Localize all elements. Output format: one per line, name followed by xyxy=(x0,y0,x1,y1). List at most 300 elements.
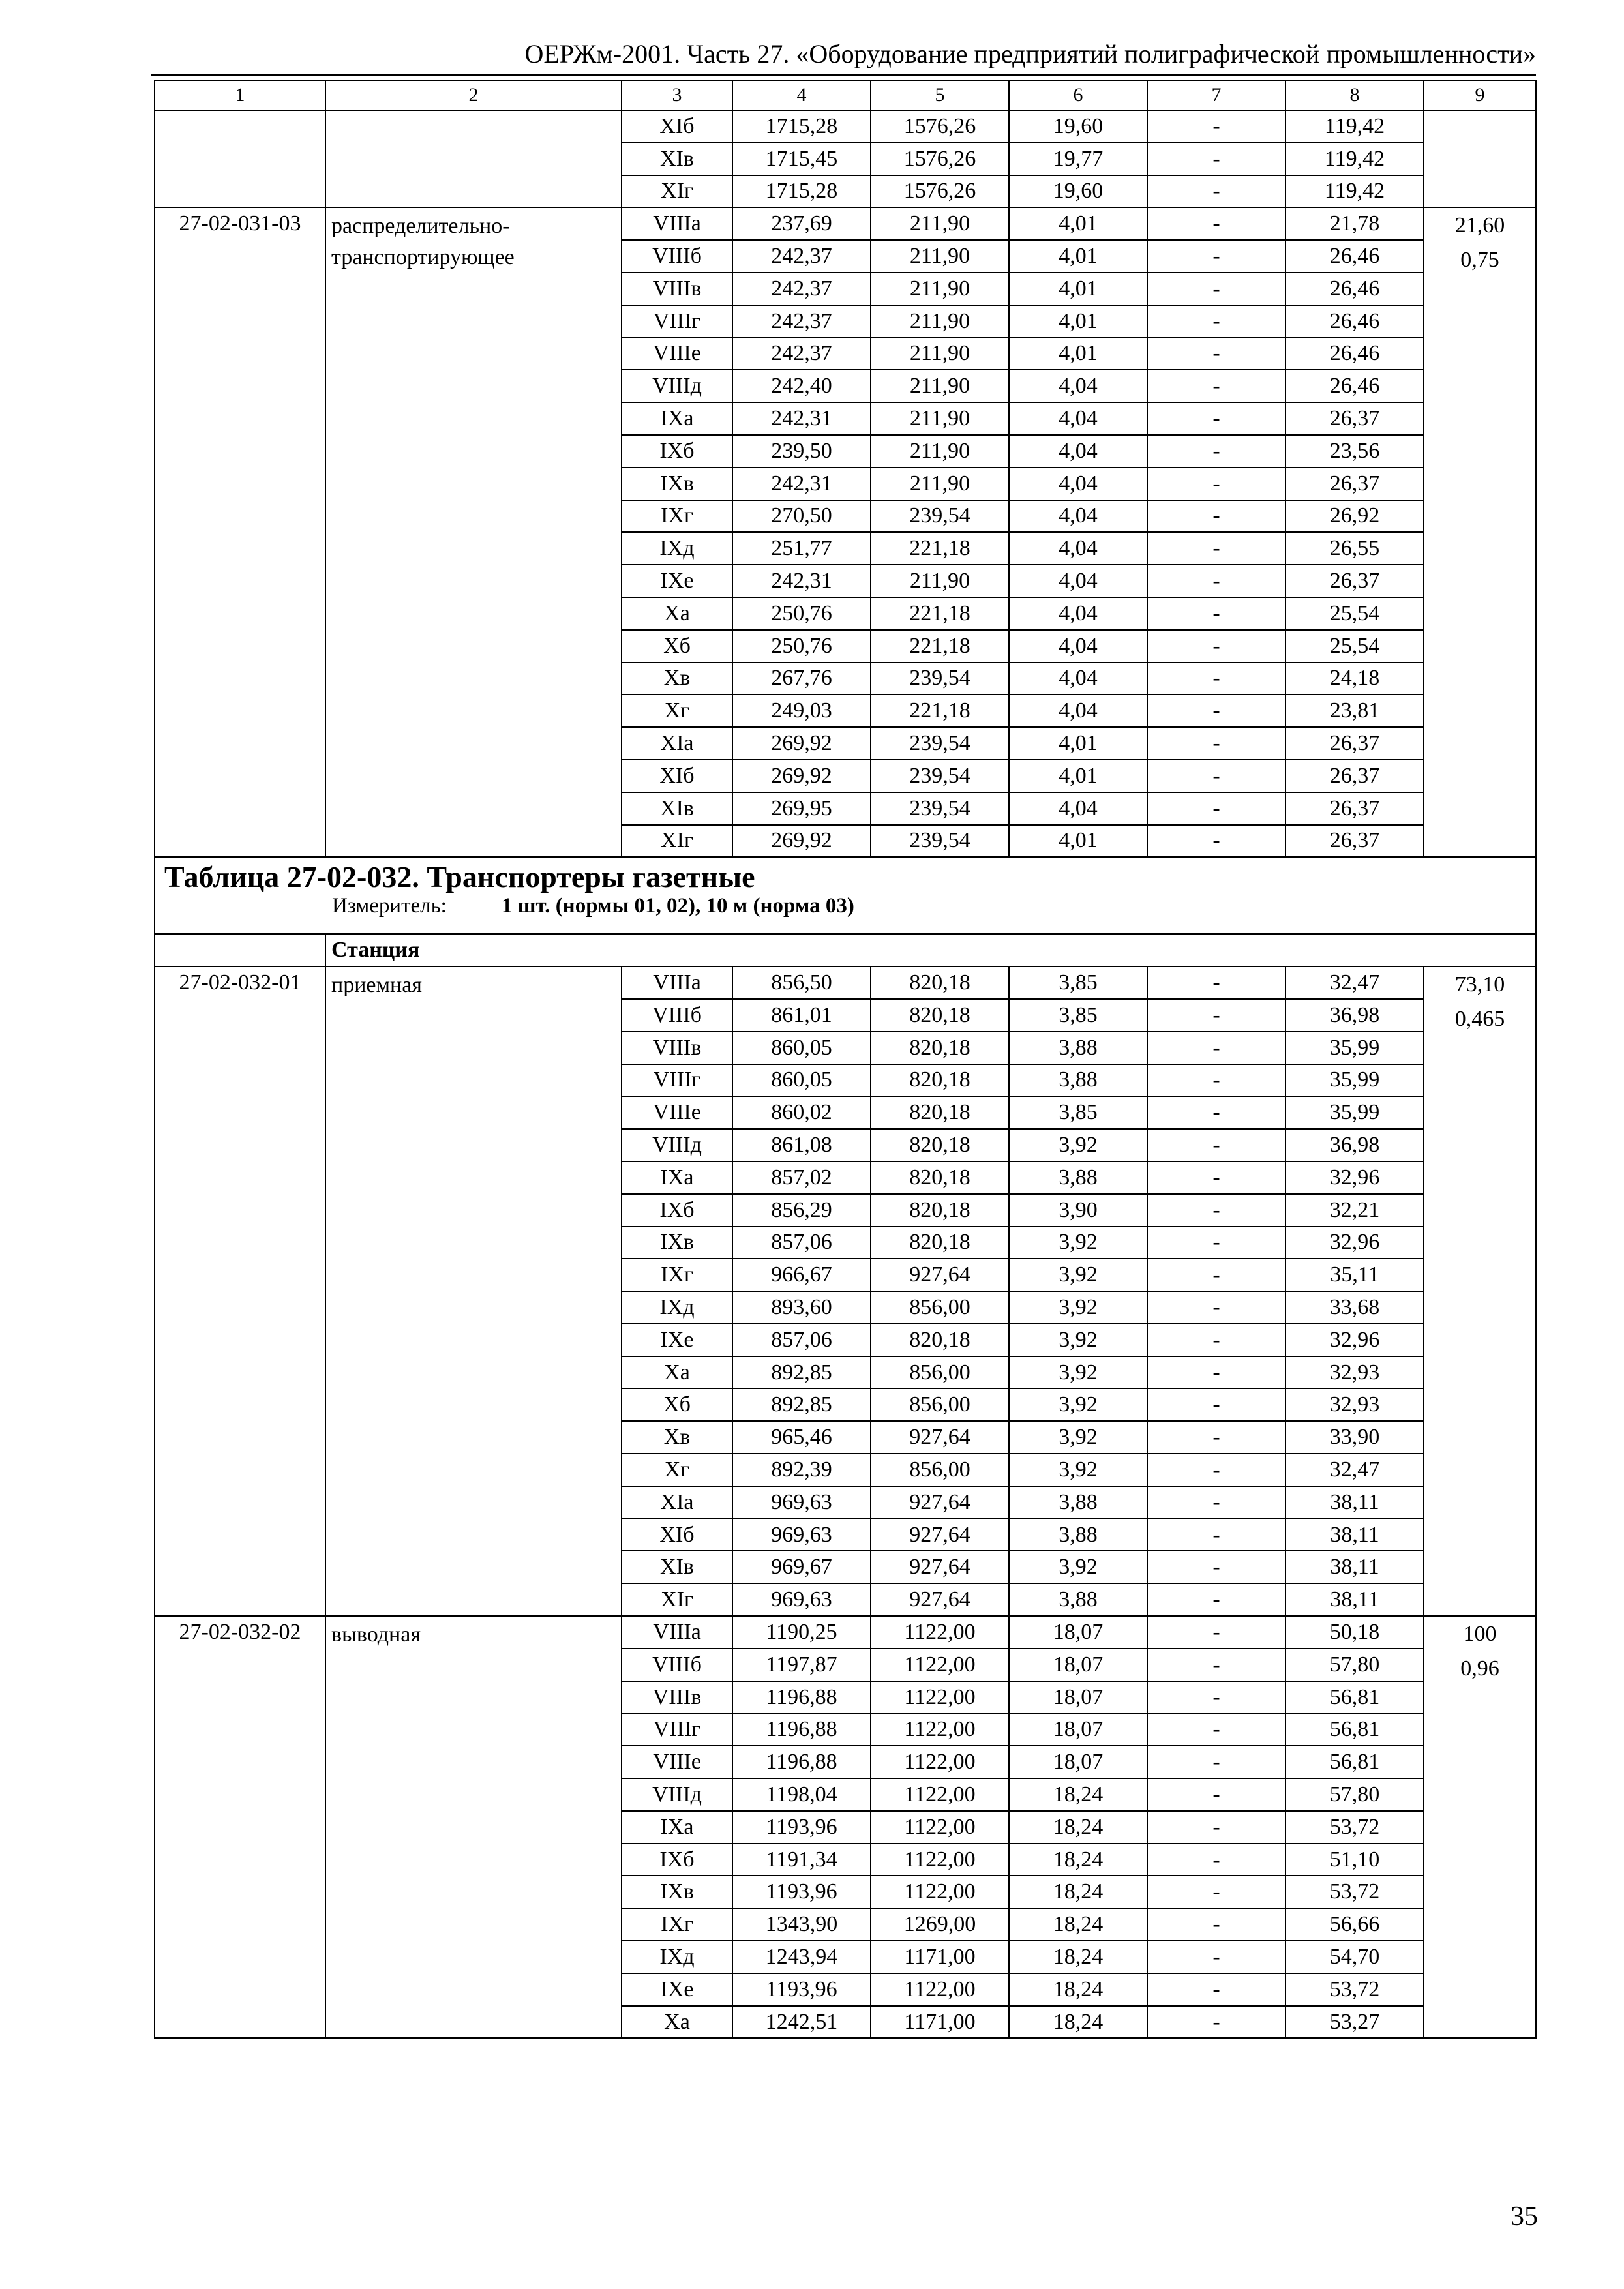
value-cell: VIIIа xyxy=(622,966,732,999)
value-cell: - xyxy=(1147,966,1286,999)
value-cell: - xyxy=(1147,760,1286,792)
value-cell: 860,05 xyxy=(732,1064,871,1097)
value-cell: IXд xyxy=(622,1291,732,1324)
value-cell: - xyxy=(1147,1454,1286,1486)
value-cell: 18,24 xyxy=(1009,2006,1147,2039)
value-cell: 861,01 xyxy=(732,999,871,1032)
value-cell: 18,07 xyxy=(1009,1713,1147,1746)
table-row xyxy=(155,110,1536,143)
value-cell: - xyxy=(1147,175,1286,208)
value-cell: 35,99 xyxy=(1286,1032,1424,1064)
value-cell: 3,85 xyxy=(1009,999,1147,1032)
value-cell: 26,46 xyxy=(1286,338,1424,370)
value-cell: - xyxy=(1147,370,1286,402)
value-cell: 860,02 xyxy=(732,1096,871,1129)
value-cell: 57,80 xyxy=(1286,1778,1424,1811)
value-cell: 211,90 xyxy=(871,402,1009,435)
value-cell: 3,90 xyxy=(1009,1194,1147,1227)
value-cell: - xyxy=(1147,1194,1286,1227)
value-cell: 221,18 xyxy=(871,532,1009,565)
value-cell: 3,85 xyxy=(1009,966,1147,999)
value-cell: IXе xyxy=(622,565,732,597)
value-cell: VIIIг xyxy=(622,305,732,338)
value-cell: VIIIг xyxy=(622,1064,732,1097)
value-cell: 4,01 xyxy=(1009,273,1147,305)
value-cell: 3,92 xyxy=(1009,1227,1147,1259)
value-cell: - xyxy=(1147,532,1286,565)
value-cell: 927,64 xyxy=(871,1551,1009,1583)
station-row xyxy=(155,934,1536,966)
value-cell: 32,21 xyxy=(1286,1194,1424,1227)
value-cell: 1576,26 xyxy=(871,143,1009,175)
value-cell: - xyxy=(1147,1908,1286,1941)
column-header: 1 xyxy=(155,80,325,110)
value-cell: - xyxy=(1147,1844,1286,1876)
value-cell: 36,98 xyxy=(1286,1129,1424,1161)
value-cell: 18,07 xyxy=(1009,1616,1147,1649)
value-cell: XIа xyxy=(622,727,732,760)
station-heading: Станция xyxy=(325,934,1536,966)
value-cell: - xyxy=(1147,500,1286,533)
value-cell: 1243,94 xyxy=(732,1941,871,1973)
value-cell: 23,56 xyxy=(1286,435,1424,468)
value-cell: XIб xyxy=(622,110,732,143)
value-cell: 242,37 xyxy=(732,305,871,338)
value-cell: 18,07 xyxy=(1009,1681,1147,1714)
value-cell: 211,90 xyxy=(871,338,1009,370)
value-cell: - xyxy=(1147,1064,1286,1097)
value-cell: VIIIд xyxy=(622,370,732,402)
value-cell: 18,24 xyxy=(1009,1941,1147,1973)
value-cell: 857,06 xyxy=(732,1227,871,1259)
value-cell: 3,92 xyxy=(1009,1388,1147,1421)
value-cell: 820,18 xyxy=(871,1227,1009,1259)
value-cell: 1122,00 xyxy=(871,1844,1009,1876)
header-rule xyxy=(151,74,1536,76)
value-cell: 820,18 xyxy=(871,1032,1009,1064)
value-cell: 1193,96 xyxy=(732,1876,871,1908)
value-cell: - xyxy=(1147,1681,1286,1714)
value-cell: 927,64 xyxy=(871,1583,1009,1616)
rates-table-body xyxy=(155,80,1536,2038)
value-cell: 211,90 xyxy=(871,468,1009,500)
value-cell: 857,02 xyxy=(732,1161,871,1194)
value-cell: 4,01 xyxy=(1009,207,1147,240)
value-cell: VIIIд xyxy=(622,1778,732,1811)
value-cell: IXб xyxy=(622,1194,732,1227)
value-cell: 211,90 xyxy=(871,273,1009,305)
value-cell: 53,27 xyxy=(1286,2006,1424,2039)
value-cell: 3,88 xyxy=(1009,1032,1147,1064)
value-cell: IXе xyxy=(622,1973,732,2006)
value-cell: 4,04 xyxy=(1009,402,1147,435)
value-cell: 820,18 xyxy=(871,1064,1009,1097)
col9-cell xyxy=(1424,207,1536,857)
value-cell: 892,39 xyxy=(732,1454,871,1486)
value-cell: 38,11 xyxy=(1286,1519,1424,1551)
value-cell: VIIIб xyxy=(622,999,732,1032)
value-cell: 19,60 xyxy=(1009,175,1147,208)
value-cell: - xyxy=(1147,1324,1286,1356)
value-cell: - xyxy=(1147,1486,1286,1519)
value-cell: IXа xyxy=(622,1161,732,1194)
col9-value: 0,465 xyxy=(1454,1007,1505,1032)
value-cell: 820,18 xyxy=(871,1161,1009,1194)
value-cell: 4,04 xyxy=(1009,663,1147,695)
value-cell: 32,93 xyxy=(1286,1356,1424,1389)
code-cell: 27-02-032-02 xyxy=(155,1616,325,2038)
col9-value: 21,60 xyxy=(1454,213,1505,238)
value-cell: 53,72 xyxy=(1286,1876,1424,1908)
section-title-row xyxy=(155,857,1536,934)
value-cell: - xyxy=(1147,1291,1286,1324)
value-cell: 18,24 xyxy=(1009,1908,1147,1941)
value-cell: 242,31 xyxy=(732,402,871,435)
value-cell: - xyxy=(1147,305,1286,338)
column-header: 8 xyxy=(1286,80,1424,110)
value-cell: 856,00 xyxy=(871,1291,1009,1324)
value-cell: IXв xyxy=(622,1876,732,1908)
value-cell: IXе xyxy=(622,1324,732,1356)
value-cell: - xyxy=(1147,1583,1286,1616)
value-cell: VIIIа xyxy=(622,207,732,240)
value-cell: - xyxy=(1147,1356,1286,1389)
value-cell: 4,01 xyxy=(1009,825,1147,858)
value-cell: 3,88 xyxy=(1009,1519,1147,1551)
value-cell: 270,50 xyxy=(732,500,871,533)
value-cell: 32,47 xyxy=(1286,966,1424,999)
value-cell: 4,04 xyxy=(1009,695,1147,727)
value-cell: 51,10 xyxy=(1286,1844,1424,1876)
name-cell xyxy=(325,110,622,207)
value-cell: 18,24 xyxy=(1009,1844,1147,1876)
value-cell: 26,37 xyxy=(1286,792,1424,825)
value-cell: 1715,28 xyxy=(732,175,871,208)
value-cell: - xyxy=(1147,825,1286,858)
station-blank-cell xyxy=(155,934,325,966)
value-cell: 35,99 xyxy=(1286,1096,1424,1129)
value-cell: IXг xyxy=(622,1908,732,1941)
value-cell: - xyxy=(1147,1941,1286,1973)
value-cell: 927,64 xyxy=(871,1421,1009,1454)
column-header: 9 xyxy=(1424,80,1536,110)
value-cell: 267,76 xyxy=(732,663,871,695)
value-cell: 856,00 xyxy=(871,1454,1009,1486)
value-cell: 969,63 xyxy=(732,1486,871,1519)
value-cell: 18,24 xyxy=(1009,1876,1147,1908)
value-cell: 242,37 xyxy=(732,240,871,273)
value-cell: 969,67 xyxy=(732,1551,871,1583)
value-cell: - xyxy=(1147,597,1286,630)
value-cell: 119,42 xyxy=(1286,175,1424,208)
value-cell: 856,29 xyxy=(732,1194,871,1227)
value-cell: 239,54 xyxy=(871,727,1009,760)
value-cell: VIIIв xyxy=(622,1681,732,1714)
value-cell: 1122,00 xyxy=(871,1649,1009,1681)
value-cell: 1171,00 xyxy=(871,2006,1009,2039)
value-cell: 221,18 xyxy=(871,695,1009,727)
table-row xyxy=(155,966,1536,999)
value-cell: - xyxy=(1147,1649,1286,1681)
value-cell: VIIIв xyxy=(622,273,732,305)
col9-value: 0,96 xyxy=(1460,1656,1499,1681)
value-cell: IXв xyxy=(622,468,732,500)
value-cell: 927,64 xyxy=(871,1486,1009,1519)
value-cell: - xyxy=(1147,1096,1286,1129)
value-cell: 4,01 xyxy=(1009,240,1147,273)
value-cell: 269,95 xyxy=(732,792,871,825)
value-cell: - xyxy=(1147,1259,1286,1291)
rates-table xyxy=(154,80,1537,2039)
value-cell: 1242,51 xyxy=(732,2006,871,2039)
value-cell: Xг xyxy=(622,1454,732,1486)
value-cell: 221,18 xyxy=(871,630,1009,663)
value-cell: 4,04 xyxy=(1009,597,1147,630)
value-cell: 25,54 xyxy=(1286,597,1424,630)
value-cell: XIб xyxy=(622,760,732,792)
value-cell: - xyxy=(1147,1778,1286,1811)
value-cell: 969,63 xyxy=(732,1519,871,1551)
value-cell: 3,88 xyxy=(1009,1583,1147,1616)
col9-cell xyxy=(1424,966,1536,1616)
table-title: Таблица 27-02-032. Транспортеры газетные xyxy=(164,860,755,894)
value-cell: 1122,00 xyxy=(871,1973,1009,2006)
value-cell: 26,92 xyxy=(1286,500,1424,533)
value-cell: IXб xyxy=(622,435,732,468)
value-cell: 3,92 xyxy=(1009,1356,1147,1389)
column-header: 6 xyxy=(1009,80,1147,110)
column-header: 5 xyxy=(871,80,1009,110)
value-cell: 3,88 xyxy=(1009,1064,1147,1097)
code-cell xyxy=(155,110,325,207)
value-cell: 239,50 xyxy=(732,435,871,468)
value-cell: XIв xyxy=(622,792,732,825)
value-cell: XIг xyxy=(622,1583,732,1616)
value-cell: 119,42 xyxy=(1286,110,1424,143)
table-row xyxy=(155,1616,1536,1649)
value-cell: VIIIе xyxy=(622,1096,732,1129)
value-cell: - xyxy=(1147,1032,1286,1064)
value-cell: 26,37 xyxy=(1286,760,1424,792)
value-cell: 53,72 xyxy=(1286,1973,1424,2006)
value-cell: 892,85 xyxy=(732,1356,871,1389)
value-cell: - xyxy=(1147,630,1286,663)
value-cell: Xа xyxy=(622,597,732,630)
value-cell: - xyxy=(1147,1616,1286,1649)
value-cell: 1269,00 xyxy=(871,1908,1009,1941)
value-cell: 242,31 xyxy=(732,565,871,597)
value-cell: 3,92 xyxy=(1009,1454,1147,1486)
value-cell: 26,37 xyxy=(1286,565,1424,597)
value-cell: 1193,96 xyxy=(732,1973,871,2006)
value-cell: - xyxy=(1147,402,1286,435)
value-cell: XIг xyxy=(622,825,732,858)
value-cell: Xв xyxy=(622,1421,732,1454)
name-cell: приемная xyxy=(325,966,622,1616)
value-cell: - xyxy=(1147,1519,1286,1551)
value-cell: 242,37 xyxy=(732,273,871,305)
value-cell: 54,70 xyxy=(1286,1941,1424,1973)
value-cell: 38,11 xyxy=(1286,1486,1424,1519)
value-cell: - xyxy=(1147,1388,1286,1421)
value-cell: 242,37 xyxy=(732,338,871,370)
value-cell: 1122,00 xyxy=(871,1681,1009,1714)
value-cell: - xyxy=(1147,1713,1286,1746)
value-cell: 1576,26 xyxy=(871,110,1009,143)
value-cell: 1122,00 xyxy=(871,1713,1009,1746)
value-cell: 239,54 xyxy=(871,825,1009,858)
value-cell: IXа xyxy=(622,1811,732,1844)
value-cell: 3,88 xyxy=(1009,1486,1147,1519)
value-cell: 32,93 xyxy=(1286,1388,1424,1421)
value-cell: - xyxy=(1147,999,1286,1032)
code-cell: 27-02-031-03 xyxy=(155,207,325,857)
value-cell: 32,47 xyxy=(1286,1454,1424,1486)
value-cell: VIIIе xyxy=(622,1746,732,1778)
value-cell: 1122,00 xyxy=(871,1811,1009,1844)
value-cell: 893,60 xyxy=(732,1291,871,1324)
value-cell: 820,18 xyxy=(871,999,1009,1032)
value-cell: Xг xyxy=(622,695,732,727)
value-cell: - xyxy=(1147,1811,1286,1844)
value-cell: 4,01 xyxy=(1009,760,1147,792)
name-cell: выводная xyxy=(325,1616,622,2038)
meter-label: Измеритель: xyxy=(332,894,447,918)
col9-value: 73,10 xyxy=(1454,972,1505,997)
value-cell: 35,11 xyxy=(1286,1259,1424,1291)
value-cell: 1122,00 xyxy=(871,1778,1009,1811)
value-cell: 857,06 xyxy=(732,1324,871,1356)
value-cell: 53,72 xyxy=(1286,1811,1424,1844)
value-cell: 269,92 xyxy=(732,825,871,858)
value-cell: 892,85 xyxy=(732,1388,871,1421)
value-cell: - xyxy=(1147,727,1286,760)
value-cell: 3,92 xyxy=(1009,1324,1147,1356)
value-cell: 3,85 xyxy=(1009,1096,1147,1129)
section-title-cell xyxy=(155,857,1536,934)
value-cell: VIIIб xyxy=(622,240,732,273)
value-cell: Xб xyxy=(622,630,732,663)
value-cell: 4,04 xyxy=(1009,370,1147,402)
value-cell: 35,99 xyxy=(1286,1064,1424,1097)
value-cell: 1196,88 xyxy=(732,1681,871,1714)
value-cell: - xyxy=(1147,1227,1286,1259)
value-cell: 856,00 xyxy=(871,1356,1009,1389)
value-cell: 56,81 xyxy=(1286,1746,1424,1778)
value-cell: 239,54 xyxy=(871,663,1009,695)
value-cell: 3,92 xyxy=(1009,1291,1147,1324)
value-cell: 239,54 xyxy=(871,792,1009,825)
value-cell: 32,96 xyxy=(1286,1324,1424,1356)
value-cell: 1197,87 xyxy=(732,1649,871,1681)
value-cell: - xyxy=(1147,207,1286,240)
value-cell: 1715,45 xyxy=(732,143,871,175)
value-cell: 856,50 xyxy=(732,966,871,999)
value-cell: VIIIб xyxy=(622,1649,732,1681)
value-cell: 4,04 xyxy=(1009,500,1147,533)
value-cell: Xа xyxy=(622,2006,732,2039)
value-cell: 18,24 xyxy=(1009,1778,1147,1811)
value-cell: 239,54 xyxy=(871,500,1009,533)
meter-value: 1 шт. (нормы 01, 02), 10 м (норма 03) xyxy=(501,894,854,918)
value-cell: - xyxy=(1147,1129,1286,1161)
value-cell: 1193,96 xyxy=(732,1811,871,1844)
value-cell: 242,40 xyxy=(732,370,871,402)
value-cell: 26,46 xyxy=(1286,240,1424,273)
value-cell: 1196,88 xyxy=(732,1746,871,1778)
page-number: 35 xyxy=(1511,2202,1538,2232)
value-cell: 25,54 xyxy=(1286,630,1424,663)
value-cell: 4,01 xyxy=(1009,338,1147,370)
value-cell: 56,81 xyxy=(1286,1713,1424,1746)
value-cell: - xyxy=(1147,1551,1286,1583)
value-cell: 860,05 xyxy=(732,1032,871,1064)
value-cell: 250,76 xyxy=(732,597,871,630)
value-cell: IXа xyxy=(622,402,732,435)
page-header: ОЕРЖм-2001. Часть 27. «Оборудование предприятий полиграфической промышленности» xyxy=(524,39,1536,68)
value-cell: 211,90 xyxy=(871,370,1009,402)
value-cell: XIг xyxy=(622,175,732,208)
value-cell: 269,92 xyxy=(732,727,871,760)
col9-cell xyxy=(1424,110,1536,207)
meter-line xyxy=(164,891,1535,920)
value-cell: - xyxy=(1147,1876,1286,1908)
value-cell: 4,04 xyxy=(1009,630,1147,663)
value-cell: - xyxy=(1147,663,1286,695)
column-header-row xyxy=(155,80,1536,110)
value-cell: VIIIе xyxy=(622,338,732,370)
value-cell: 38,11 xyxy=(1286,1583,1424,1616)
value-cell: IXб xyxy=(622,1844,732,1876)
value-cell: - xyxy=(1147,792,1286,825)
value-cell: 969,63 xyxy=(732,1583,871,1616)
value-cell: 50,18 xyxy=(1286,1616,1424,1649)
value-cell: - xyxy=(1147,2006,1286,2039)
value-cell: IXг xyxy=(622,500,732,533)
value-cell: - xyxy=(1147,1973,1286,2006)
value-cell: IXд xyxy=(622,532,732,565)
value-cell: 820,18 xyxy=(871,1096,1009,1129)
value-cell: 56,66 xyxy=(1286,1908,1424,1941)
value-cell: 26,46 xyxy=(1286,305,1424,338)
column-header: 7 xyxy=(1147,80,1286,110)
value-cell: 1576,26 xyxy=(871,175,1009,208)
value-cell: VIIIв xyxy=(622,1032,732,1064)
value-cell: - xyxy=(1147,468,1286,500)
value-cell: 4,04 xyxy=(1009,565,1147,597)
value-cell: - xyxy=(1147,338,1286,370)
value-cell: - xyxy=(1147,435,1286,468)
value-cell: XIв xyxy=(622,143,732,175)
value-cell: 3,92 xyxy=(1009,1129,1147,1161)
value-cell: 211,90 xyxy=(871,435,1009,468)
col9-value: 100 xyxy=(1463,1622,1497,1647)
value-cell: 38,11 xyxy=(1286,1551,1424,1583)
value-cell: 26,37 xyxy=(1286,825,1424,858)
value-cell: Xа xyxy=(622,1356,732,1389)
value-cell: 4,01 xyxy=(1009,305,1147,338)
value-cell: 1198,04 xyxy=(732,1778,871,1811)
value-cell: 820,18 xyxy=(871,966,1009,999)
value-cell: VIIIа xyxy=(622,1616,732,1649)
value-cell: 119,42 xyxy=(1286,143,1424,175)
value-cell: 18,24 xyxy=(1009,1973,1147,2006)
value-cell: 1343,90 xyxy=(732,1908,871,1941)
value-cell: 3,92 xyxy=(1009,1421,1147,1454)
value-cell: 250,76 xyxy=(732,630,871,663)
col9-cell xyxy=(1424,1616,1536,2038)
value-cell: 237,69 xyxy=(732,207,871,240)
